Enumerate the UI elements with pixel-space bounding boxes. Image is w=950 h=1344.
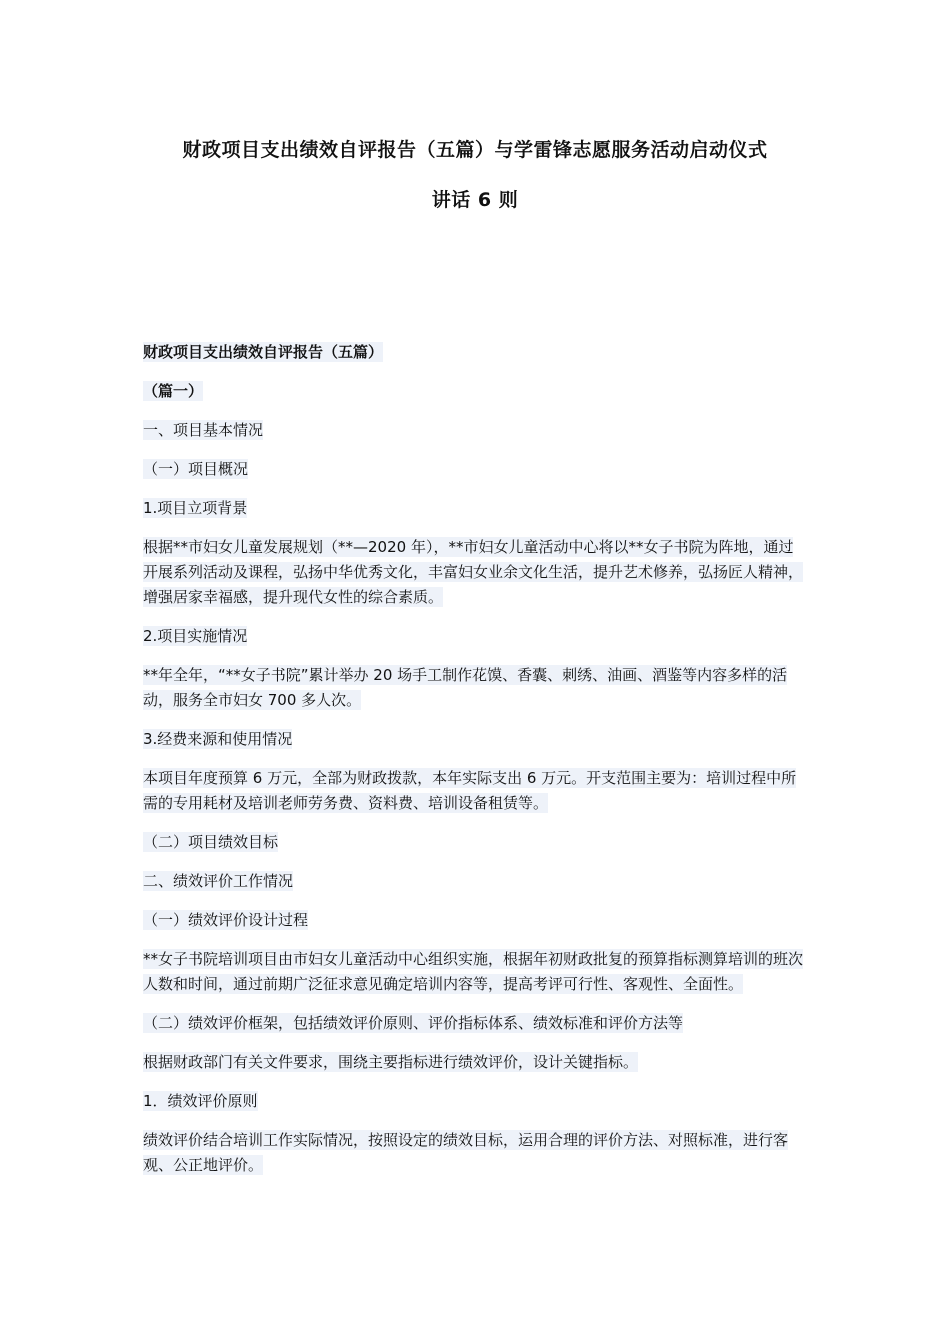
- body-paragraph: [143, 663, 808, 713]
- paragraph-text: **女子书院培训项目由市妇女儿童活动中心组织实施，根据年初财政批复的预算指标测算培训的班次人数和时间，通过前期广泛征求意见确定培训内容等，提高考评可行性、客观性、全面性。: [143, 950, 804, 993]
- paragraph-text: 根据财政部门有关文件要求，围绕主要指标进行绩效评价，设计关键指标。: [143, 1053, 639, 1071]
- paragraph-text: 3.经费来源和使用情况: [143, 730, 293, 748]
- paragraph-text: 二、绩效评价工作情况: [143, 872, 294, 890]
- body-paragraph: [143, 1011, 808, 1036]
- paragraph-text: （一）绩效评价设计过程: [143, 911, 309, 929]
- section-heading: [143, 379, 808, 404]
- paragraph-text: 1.项目立项背景: [143, 499, 248, 517]
- body-paragraph: [143, 1050, 808, 1075]
- body-paragraph: [143, 766, 808, 816]
- paragraph-text: （二）项目绩效目标: [143, 833, 279, 851]
- body-paragraph: [143, 908, 808, 933]
- body-paragraph: [143, 418, 808, 443]
- section-heading: [143, 340, 808, 365]
- body-paragraph: [143, 830, 808, 855]
- body-paragraph: [143, 727, 808, 752]
- paragraph-text: （篇一）: [143, 382, 204, 400]
- paragraph-text: 一、项目基本情况: [143, 421, 264, 439]
- body-paragraph: [143, 869, 808, 894]
- paragraph-text: 财政项目支出绩效自评报告（五篇）: [143, 343, 384, 361]
- paragraph-text: （二）绩效评价框架，包括绩效评价原则、评价指标体系、绩效标准和评价方法等: [143, 1014, 684, 1032]
- body-paragraph: [143, 624, 808, 649]
- body-paragraph: [143, 947, 808, 997]
- body-paragraph: [143, 1089, 808, 1114]
- paragraph-text: 1．绩效评价原则: [143, 1092, 258, 1110]
- paragraph-text: **年全年，“**女子书院”累计举办 20 场手工制作花馍、香囊、刺绣、油画、酒鉴等内容多样的活动，服务全市妇女 700 多人次。: [143, 666, 788, 709]
- paragraph-text: 根据**市妇女儿童发展规划（**—2020 年），**市妇女儿童活动中心将以**女子书院为阵地，通过开展系列活动及课程，弘扬中华优秀文化，丰富妇女业余文化生活，提升艺术修养，弘扬匠人精神，增强居家幸福感，提升现代女性的综合素质。: [143, 538, 804, 606]
- body-paragraph: [143, 457, 808, 482]
- paragraph-text: 本项目年度预算 6 万元，全部为财政拨款，本年实际支出 6 万元。开支范围主要为：培训过程中所需的专用耗材及培训老师劳务费、资料费、培训设备租赁等。: [143, 769, 797, 812]
- document-body: [143, 340, 808, 1192]
- body-paragraph: [143, 535, 808, 610]
- body-paragraph: [143, 496, 808, 521]
- paragraph-text: 2.项目实施情况: [143, 627, 248, 645]
- document-title-line-1: 财政项目支出绩效自评报告（五篇）与学雷锋志愿服务活动启动仪式: [182, 139, 768, 161]
- document-title-line-2: 讲话 6 则: [431, 189, 519, 211]
- body-paragraph: [143, 1128, 808, 1178]
- paragraph-text: （一）项目概况: [143, 460, 249, 478]
- paragraph-text: 绩效评价结合培训工作实际情况，按照设定的绩效目标，运用合理的评价方法、对照标准，进行客观、公正地评价。: [143, 1131, 789, 1174]
